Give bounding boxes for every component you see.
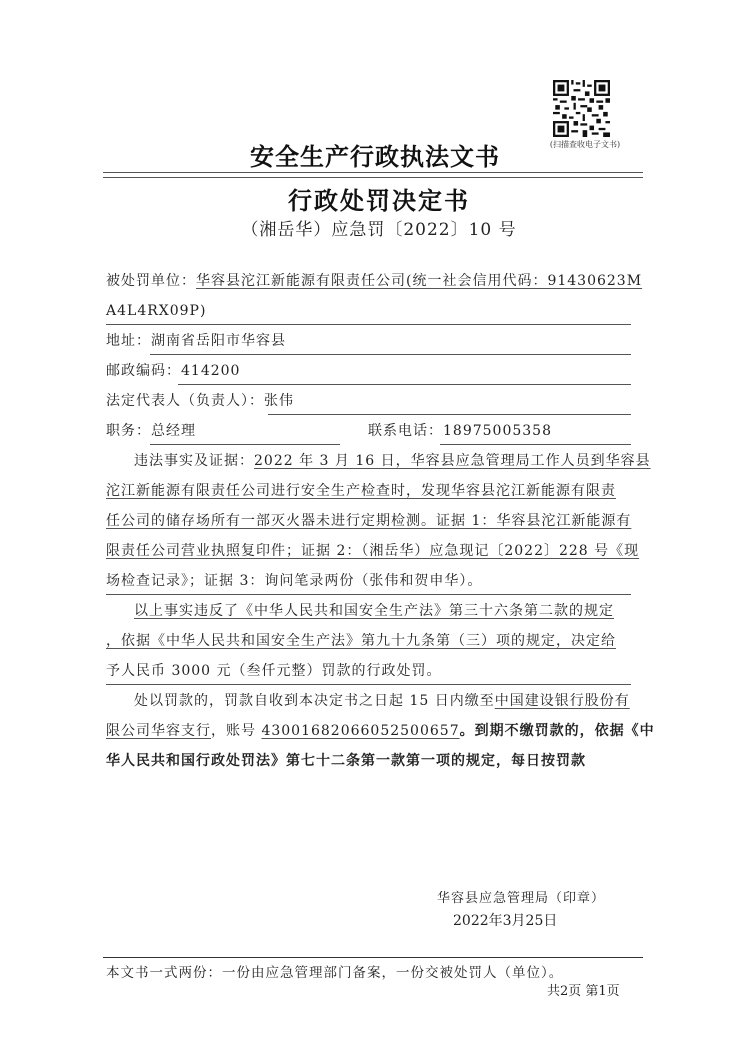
payment-line bbox=[106, 718, 655, 748]
facts-label: 违法事实及证据： bbox=[134, 453, 254, 469]
facts-text: 任公司的储存场所有一部灭火器未进行定期检测。证据 1：华容县沱江新能源有 bbox=[106, 513, 632, 529]
party-line-1 bbox=[106, 268, 643, 298]
representative-label: 法定代表人（负责人）： bbox=[106, 393, 264, 409]
facts-text: 沱江新能源有限责任公司进行安全生产检查时，发现华容县沱江新能源有限责 bbox=[106, 483, 616, 499]
payment-warning: 。到期不缴罚款的，依据《中 bbox=[459, 723, 655, 739]
account-number: 43001682066052500657 bbox=[261, 723, 460, 739]
underline bbox=[106, 324, 631, 325]
decision-text: 以上事实违反了《中华人民共和国安全生产法》第三十六条第二款的规定 bbox=[134, 603, 614, 619]
underline bbox=[106, 594, 631, 595]
payment-line bbox=[106, 748, 631, 778]
underline bbox=[106, 684, 631, 685]
party-line-2 bbox=[106, 298, 631, 328]
facts-line bbox=[106, 568, 631, 598]
position-phone-line bbox=[106, 418, 631, 448]
underline bbox=[150, 354, 631, 355]
phone-value: 18975005358 bbox=[443, 423, 552, 439]
underline bbox=[268, 414, 631, 415]
facts-text: 2022 年 3 月 16 日，华容县应急管理局工作人员到华容县 bbox=[254, 453, 651, 469]
qr-caption: (扫描查收电子文书) bbox=[549, 140, 621, 149]
payment-text: 处以罚款的，罚款自收到本决定书之日起 15 日内缴至 bbox=[134, 693, 495, 709]
series-title: 安全生产行政执法文书 bbox=[250, 142, 500, 171]
phone-label: 联系电话： bbox=[368, 423, 443, 439]
address-label: 地址： bbox=[106, 333, 151, 349]
address-line bbox=[106, 328, 631, 358]
address-value: 湖南省岳阳市华容县 bbox=[151, 333, 286, 349]
facts-line bbox=[106, 448, 651, 478]
party-value: 华容县沱江新能源有限责任公司(统一社会信用代码：91430623M bbox=[196, 273, 643, 289]
footer-divider bbox=[103, 957, 643, 958]
underline bbox=[440, 444, 631, 445]
document-number: （湘岳华）应急罚〔2022〕10 号 bbox=[241, 220, 517, 240]
decision-text: 予人民币 3000 元（叁仟元整）罚款的行政处罚。 bbox=[106, 663, 442, 679]
issuing-authority: 华容县应急管理局（印章） bbox=[437, 891, 606, 906]
party-value-continued: A4L4RX09P) bbox=[106, 303, 207, 319]
bank-name-continued: 限公司华容支行 bbox=[106, 723, 211, 739]
bank-name: 中国建设银行股份有 bbox=[494, 693, 630, 709]
payment-warning: 华人民共和国行政处罚法》第七十二条第一款第一项的规定，每日按罚款 bbox=[106, 753, 586, 769]
decision-line bbox=[106, 598, 631, 628]
underline bbox=[178, 384, 631, 385]
issue-date: 2022年3月25日 bbox=[453, 913, 558, 929]
decision-line bbox=[106, 628, 631, 658]
payment-line bbox=[106, 688, 631, 718]
position-label: 职务： bbox=[106, 423, 151, 439]
account-label: ，账号 bbox=[211, 723, 262, 739]
party-label: 被处罚单位： bbox=[106, 273, 196, 289]
position-value: 总经理 bbox=[151, 423, 196, 439]
document-title: 行政处罚决定书 bbox=[288, 186, 470, 215]
decision-line bbox=[106, 658, 631, 688]
header-divider bbox=[103, 172, 643, 178]
facts-line bbox=[106, 538, 640, 568]
postcode-label: 邮政编码： bbox=[106, 363, 181, 379]
facts-text: 限责任公司营业执照复印件；证据 2：（湘岳华）应急现记〔2022〕228 号《现 bbox=[106, 543, 640, 559]
footer-note: 本文书一式两份：一份由应急管理部门备案，一份交被处罚人（单位）。 bbox=[106, 965, 564, 981]
postcode-line bbox=[106, 358, 631, 388]
facts-text: 场检查记录》；证据 3：询问笔录两份（张伟和贺申华）。 bbox=[106, 573, 483, 589]
qr-code-icon bbox=[553, 80, 610, 137]
facts-line bbox=[106, 478, 631, 508]
representative-value: 张伟 bbox=[264, 393, 294, 409]
postcode-value: 414200 bbox=[181, 363, 241, 379]
underline bbox=[150, 444, 340, 445]
document-body bbox=[106, 268, 655, 778]
page-info: 共2页 第1页 bbox=[547, 984, 620, 999]
decision-text: ，依据《中华人民共和国安全生产法》第九十九条第（三）项的规定，决定给 bbox=[106, 633, 616, 649]
facts-line bbox=[106, 508, 631, 538]
representative-line bbox=[106, 388, 631, 418]
